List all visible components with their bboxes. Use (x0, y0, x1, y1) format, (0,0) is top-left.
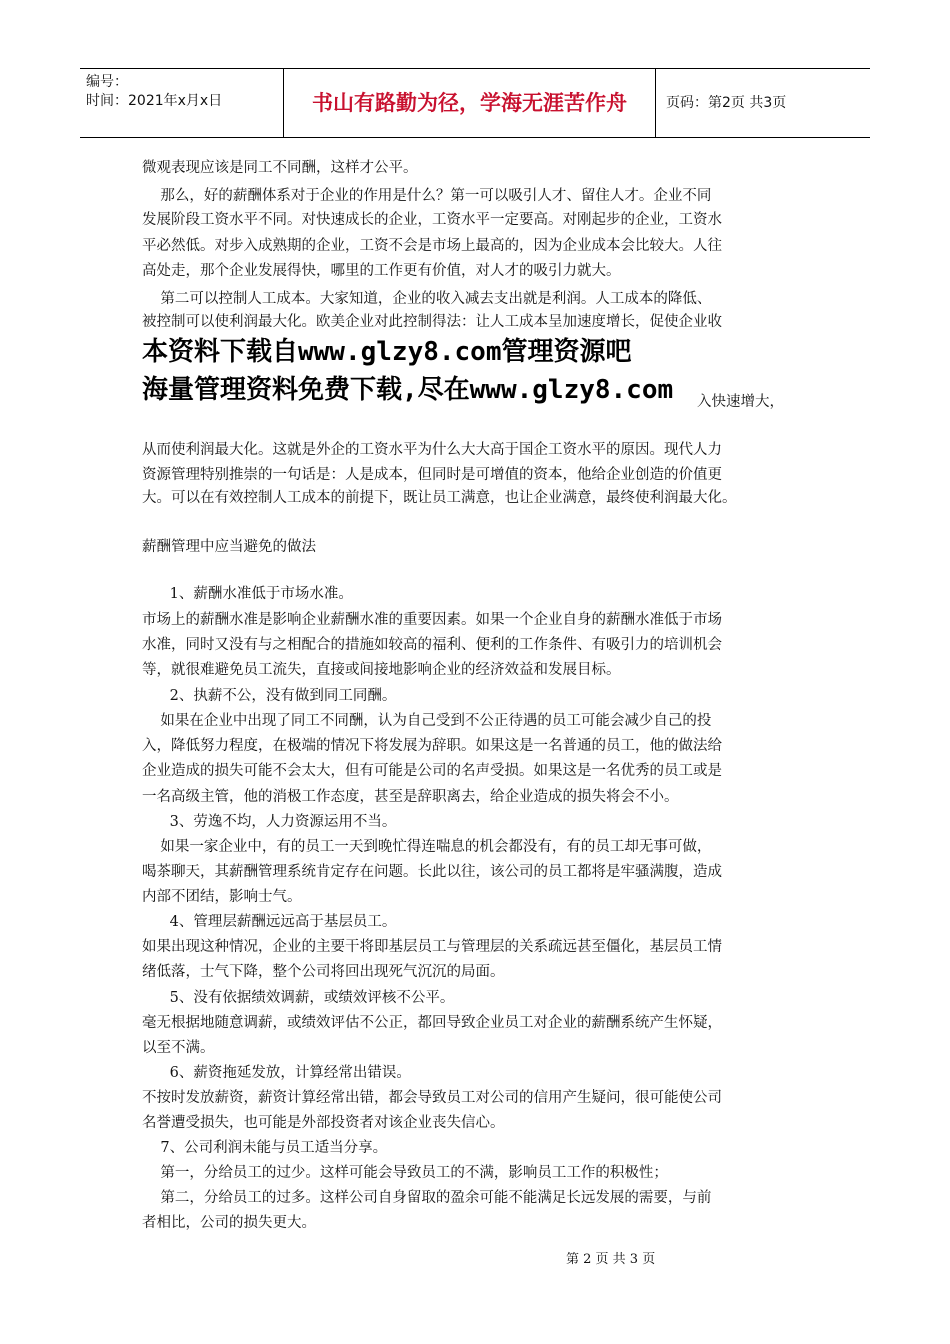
page-header (80, 68, 870, 138)
list-item-heading: 2、执薪不公，没有做到同工同酬。 (142, 688, 397, 704)
body-line: 资源管理特别推崇的一句话是：人是成本，但同时是可增值的资本，他给企业创造的价值更 (142, 467, 722, 483)
list-item-heading: 3、劳逸不均，人力资源运用不当。 (142, 814, 397, 830)
body-line: 等，就很难避免员工流失，直接或间接地影响企业的经济效益和发展目标。 (142, 662, 621, 678)
list-item-heading: 4、管理层薪酬远远高于基层员工。 (142, 914, 397, 930)
body-line: 者相比，公司的损失更大。 (142, 1215, 316, 1231)
document-number-label: 编号： (86, 74, 128, 90)
list-item-heading: 5、没有依据绩效调薪，或绩效评核不公平。 (142, 990, 455, 1006)
body-line: 第二，分给员工的过多。这样公司自身留取的盈余可能不能满足长远发展的需要，与前 (142, 1190, 712, 1206)
body-line: 大。可以在有效控制人工成本的前提下，既让员工满意，也让企业满意，最终使利润最大化。 (142, 490, 737, 506)
ad-banner-line-2: 海量管理资料免费下载,尽在www.glzy8.com (142, 375, 674, 405)
body-line: 如果出现这种情况，企业的主要干将即基层员工与管理层的关系疏远甚至僵化，基层员工情 (142, 939, 722, 955)
body-line: 发展阶段工资水平不同。对快速成长的企业，工资水平一定要高。对刚起步的企业，工资水 (142, 212, 722, 228)
header-page-info: 页码：第2页 共3页 (666, 95, 787, 111)
body-line: 绪低落，士气下降，整个公司将回出现死气沉沉的局面。 (142, 964, 505, 980)
page-footer: 第 2 页 共 3 页 (566, 1252, 656, 1267)
header-meta-cell (80, 69, 284, 137)
body-line: 名誉遭受损失，也可能是外部投资者对该企业丧失信心。 (142, 1115, 505, 1131)
body-line: 从而使利润最大化。这就是外企的工资水平为什么大大高于国企工资水平的原因。现代人力 (142, 442, 722, 458)
body-line: 如果在企业中出现了同工不同酬，认为自己受到不公正待遇的员工可能会减少自己的投 (142, 713, 712, 729)
body-line: 第一，分给员工的过少。这样可能会导致员工的不满，影响员工工作的积极性； (142, 1165, 668, 1181)
ad-banner-line-1: 本资料下载自www.glzy8.com管理资源吧 (142, 337, 632, 367)
body-line: 内部不团结，影响士气。 (142, 889, 302, 905)
body-line: 不按时发放薪资，薪资计算经常出错，都会导致员工对公司的信用产生疑问，很可能使公司 (142, 1090, 722, 1106)
list-item-heading: 1、薪酬水准低于市场水准。 (142, 586, 353, 602)
body-line: 企业造成的损失可能不会太大，但有可能是公司的名声受损。如果这是一名优秀的员工或是 (142, 763, 722, 779)
body-line: 水准，同时又没有与之相配合的措施如较高的福利、便利的工作条件、有吸引力的培训机会 (142, 637, 722, 653)
list-item-heading: 7、公司利润未能与员工适当分享。 (142, 1140, 388, 1156)
body-line: 微观表现应该是同工不同酬，这样才公平。 (142, 160, 418, 176)
body-line: 毫无根据地随意调薪，或绩效评估不公正，都回导致企业员工对企业的薪酬系统产生怀疑， (142, 1015, 722, 1031)
section-heading: 薪酬管理中应当避免的做法 (142, 539, 316, 555)
document-date-label: 时间：2021年x月x日 (86, 93, 223, 109)
body-line: 高处走，那个企业发展得快，哪里的工作更有价值，对人才的吸引力就大。 (142, 263, 621, 279)
body-line: 市场上的薪酬水准是影响企业薪酬水准的重要因素。如果一个企业自身的薪酬水准低于市场 (142, 612, 722, 628)
body-line: 那么，好的薪酬体系对于企业的作用是什么？第一可以吸引人才、留住人才。企业不同 (142, 188, 712, 204)
header-motto: 书山有路勤为径，学海无涯苦作舟 (284, 69, 656, 137)
body-line-tail: 入快速增大， (697, 394, 784, 410)
body-line: 喝茶聊天，其薪酬管理系统肯定存在问题。长此以往，该公司的员工都将是牢骚满腹，造成 (142, 864, 722, 880)
body-line: 一名高级主管，他的消极工作态度，甚至是辞职离去，给企业造成的损失将会不小。 (142, 789, 679, 805)
body-line: 如果一家企业中，有的员工一天到晚忙得连喘息的机会都没有，有的员工却无事可做， (142, 839, 712, 855)
list-item-heading: 6、薪资拖延发放，计算经常出错误。 (142, 1065, 411, 1081)
body-line: 以至不满。 (142, 1040, 215, 1056)
body-line: 入，降低努力程度，在极端的情况下将发展为辞职。如果这是一名普通的员工，他的做法给 (142, 738, 722, 754)
body-line: 第二可以控制人工成本。大家知道，企业的收入减去支出就是利润。人工成本的降低、 (142, 291, 712, 307)
body-line: 平必然低。对步入成熟期的企业，工资不会是市场上最高的，因为企业成本会比较大。人往 (142, 238, 722, 254)
body-line: 被控制可以使利润最大化。欧美企业对此控制得法：让人工成本呈加速度增长，促使企业收 (142, 314, 722, 330)
